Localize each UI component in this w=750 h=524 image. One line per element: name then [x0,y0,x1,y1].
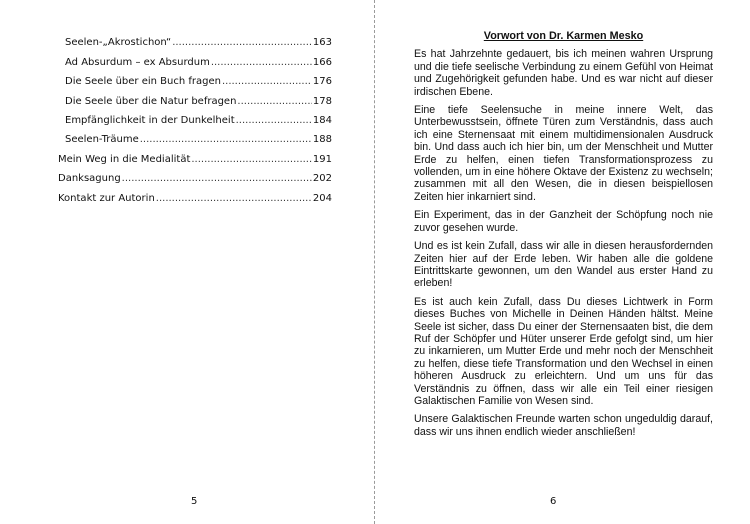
toc-entry-label: Die Seele über ein Buch fragen [65,76,221,88]
toc-leader-dots [156,193,312,204]
toc-entry[interactable] [58,165,332,184]
paragraph: Ein Experiment, das in der Ganzheit der Schöpfung noch nie zuvor gesehen wurde. [414,209,713,234]
toc-entry-page: 166 [312,56,332,68]
toc-leader-dots [122,173,312,184]
toc-entry-label: Die Seele über die Natur befragen [65,95,237,107]
foreword-title: Vorwort von Dr. Karmen Mesko [483,30,644,42]
toc-entry-label: Empfänglichkeit in der Dunkelheit [65,114,235,126]
toc-entry-page: 184 [312,114,332,126]
toc-entry[interactable] [58,48,332,67]
page-number: 5 [191,496,198,507]
toc-entry-label: Kontakt zur Autorin [58,192,155,204]
page-divider [374,0,375,524]
toc-entry[interactable] [58,68,332,87]
table-of-contents [58,29,332,204]
toc-entry-page: 188 [312,134,332,146]
toc-entry-page: 176 [312,76,332,88]
toc-entry-label: Seelen-„Akrostichon“ [65,37,172,49]
toc-entry[interactable] [58,107,332,126]
toc-entry-page: 204 [312,192,332,204]
paragraph: Unsere Galaktischen Freunde warten schon ungeduldig darauf, dass wir uns ihnen endlich wieder anschließen! [414,413,713,438]
paragraph: Eine tiefe Seelensuche in meine innere Welt, das Unterbewusstsein, öffnete Türen zum Verständnis, dass auch ich eine Sternensaat mit einem multidimensionalen Ausdruck bin. Und dass auch ich hier bin, um der Menschheit und Mutter Erde zu helfen, einen tiefen Transformationsprozess zu vollenden, um in eine höhere Oktave der Existenz zu wechseln; zusammen mit all den Wesen, die in diesen beispiellosen Zeiten hier inkarniert sind. [414,104,713,203]
paragraph: Es hat Jahrzehnte gedauert, bis ich meinen wahren Ursprung und die tiefe seelische Verbindung zu einem Gefühl von Heimat und Zugehörigkeit gefunden habe. Und es war nicht auf dieser irdischen Ebene. [414,48,713,98]
paragraph: Es ist auch kein Zufall, dass Du dieses Lichtwerk in Form dieses Buches von Michelle in Deinen Händen hältst. Meine Seele ist sicher, dass Du einer der Sternensaaten bist, die dem Ruf der Schöpfer und Hüter unserer Erde gefolgt sind, um hier zu inkarnieren, um Mutter Erde und mehr noch der Menschheit zu helfen, diese tiefe Transformation und den Wechsel in einen höheren Ausdruck zu erleichtern. Und um uns für das Verständnis zu öffnen, dass wir alle ein Teil einer riesigen Galaktischen Familie von Wesen sind. [414,295,713,407]
toc-leader-dots [222,76,312,87]
toc-entry[interactable] [58,145,332,164]
toc-entry[interactable] [58,184,332,203]
toc-entry-label: Ad Absurdum – ex Absurdum [65,56,210,68]
toc-entry-label: Mein Weg in die Medialität [58,153,191,165]
page-number: 6 [550,496,557,507]
toc-entry[interactable] [58,87,332,106]
toc-entry[interactable] [58,29,332,48]
toc-leader-dots [191,154,312,165]
toc-leader-dots [140,134,312,145]
toc-leader-dots [172,37,312,48]
paragraph: Und es ist kein Zufall, dass wir alle in diesen herausfordernden Zeiten hier auf der Erde leben. Wir haben alle die goldene Eintrittskarte gewonnen, um den Wandel aus erster Hand zu erleben! [414,240,713,290]
toc-leader-dots [211,57,312,68]
toc-leader-dots [236,115,312,126]
toc-leader-dots [237,96,311,107]
toc-entry[interactable] [58,126,332,145]
toc-entry-label: Danksagung [58,173,121,185]
right-page [376,0,750,524]
toc-entry-label: Seelen-Träume [65,134,139,146]
toc-entry-page: 202 [312,173,332,185]
foreword-content [414,30,713,444]
toc-entry-page: 163 [312,37,332,49]
left-page [0,0,374,524]
toc-entry-page: 191 [312,153,332,165]
toc-entry-page: 178 [312,95,332,107]
